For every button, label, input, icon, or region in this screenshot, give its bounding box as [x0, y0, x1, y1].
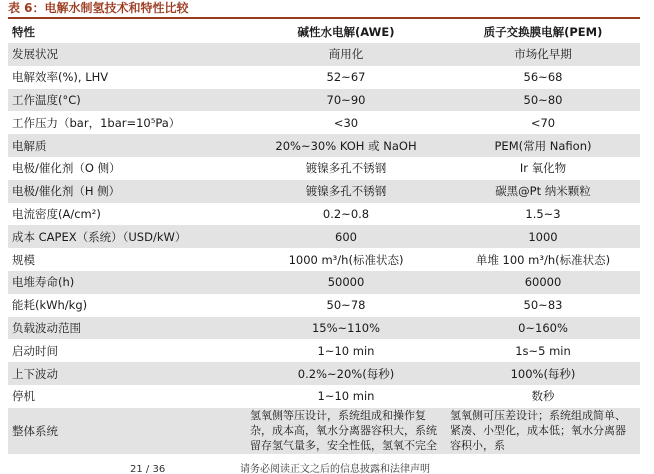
awe-value: 1000 m³/h(标准状态) [288, 252, 404, 267]
header-row [8, 21, 640, 43]
table-row [8, 385, 640, 408]
row-label: 发展状况 [8, 43, 246, 66]
awe-value: 20%~30% KOH 或 NaOH [246, 134, 446, 157]
comparison-table [8, 21, 640, 454]
awe-value: 52~67 [326, 70, 366, 85]
awe-value: 50000 [246, 271, 446, 294]
row-label: 能耗(kWh/kg) [12, 298, 88, 313]
awe-value: 0.2%~20%(每秒) [246, 362, 446, 385]
pem-value: 100%(每秒) [446, 362, 640, 385]
awe-value: 1~10 min [317, 343, 375, 358]
pem-value: 50~80 [446, 89, 640, 112]
pem-value: 氢氧侧可压差设计；系统组成简单、紧凑、小型化，成本低；氧水分离器容积小，系 [446, 408, 640, 454]
header-pem: 质子交换膜电解(PEM) [483, 25, 603, 39]
row-label: 电解质 [8, 134, 246, 157]
pem-value: 1s~5 min [515, 343, 571, 358]
row-label: 启动时间 [12, 343, 58, 358]
awe-value: 70~90 [246, 89, 446, 112]
top-rule [8, 17, 640, 19]
table-row [8, 362, 640, 385]
pem-value: Ir 氧化物 [519, 161, 567, 176]
table-row [8, 89, 640, 112]
table-row [8, 408, 640, 454]
pem-value: 单堆 100 m³/h(标准状态) [475, 252, 611, 267]
table-title: 表 6：电解水制氢技术和特性比较 [8, 1, 189, 15]
row-label: 成本 CAPEX（系统）（USD/kW） [8, 225, 246, 248]
table-body [8, 43, 640, 454]
awe-value: 50~78 [326, 298, 366, 313]
row-label: 负载波动范围 [8, 317, 246, 340]
pem-value: 60000 [446, 271, 640, 294]
row-label: 电堆寿命(h) [8, 271, 246, 294]
table-row [8, 339, 640, 362]
pem-value: 56~68 [523, 70, 563, 85]
awe-value: 1~10 min [317, 389, 375, 404]
table-row [8, 271, 640, 294]
row-label: 整体系统 [8, 408, 246, 454]
pem-value: 50~83 [523, 298, 563, 313]
page-number: 21 / 36 [130, 464, 166, 474]
row-label: 规模 [12, 252, 35, 267]
table-row [8, 111, 640, 134]
row-label: 电解效率(%), LHV [12, 70, 109, 85]
row-label: 电流密度(A/cm²) [12, 206, 101, 221]
pem-value: <70 [530, 115, 556, 130]
awe-value: 镀镍多孔不锈钢 [305, 161, 387, 176]
awe-value: 15%~110% [246, 317, 446, 340]
awe-value: 0.2~0.8 [322, 206, 370, 221]
header-awe: 碱性水电解(AWE) [297, 25, 395, 39]
table-row [8, 134, 640, 157]
table-row [8, 66, 640, 89]
row-label: 电极/催化剂（O 侧） [12, 161, 121, 176]
awe-value: 商用化 [246, 43, 446, 66]
awe-value: 600 [246, 225, 446, 248]
pem-value: 市场化早期 [446, 43, 640, 66]
table-row [8, 248, 640, 271]
pem-value: 1.5~3 [525, 206, 561, 221]
table-row [8, 203, 640, 226]
header-feature: 特性 [12, 25, 35, 39]
pem-value: 碳黑@Pt 纳米颗粒 [446, 180, 640, 203]
table-row [8, 180, 640, 203]
awe-value: 镀镍多孔不锈钢 [246, 180, 446, 203]
awe-value: <30 [333, 115, 359, 130]
awe-value: 氢氧侧等压设计，系统组成和操作复杂，成本高，氧水分离器容积大，系统留存氢气量多，安全性低，氢氧不完全 [246, 408, 446, 454]
table-row [8, 43, 640, 66]
disclaimer: 请务必阅读正文之后的信息披露和法律声明 [240, 464, 430, 474]
row-label: 停机 [12, 389, 35, 404]
table-row [8, 317, 640, 340]
pem-value: PEM(常用 Nafion) [446, 134, 640, 157]
row-label: 电极/催化剂（H 侧） [8, 180, 246, 203]
table-row [8, 157, 640, 180]
table-row [8, 294, 640, 317]
pem-value: 数秒 [531, 389, 555, 404]
row-label: 工作温度(°C) [8, 89, 246, 112]
pem-value: 1000 [446, 225, 640, 248]
row-label: 上下波动 [8, 362, 246, 385]
row-label: 工作压力（bar，1bar=10⁵Pa） [12, 115, 181, 130]
table-row [8, 225, 640, 248]
pem-value: 0~160% [446, 317, 640, 340]
